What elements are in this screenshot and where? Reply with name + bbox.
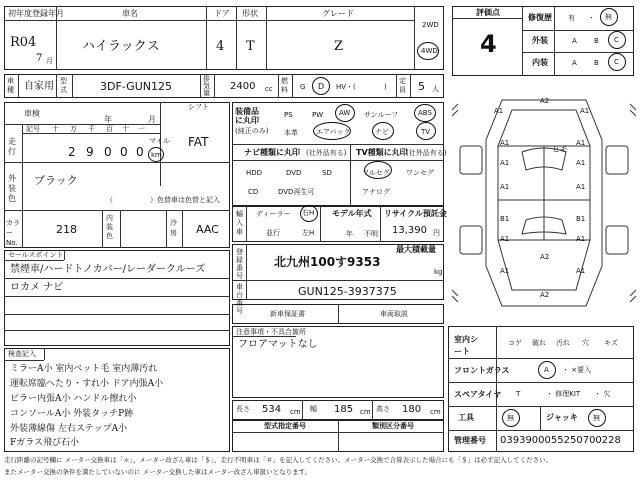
mileage-km: km <box>151 151 162 159</box>
diag-label-4: A1 <box>576 139 586 147</box>
interior-b: B <box>594 59 599 67</box>
exterior-grade: C <box>614 36 619 44</box>
mileage-digit-1: 9 <box>86 145 94 159</box>
footer-note-1: 走行距離の記号欄に メーター交換車は「＊」、メーター改ざん車は「＄」、走行不明車は「＃」を記入してください。メーター交換で合算表示した場合にも「＄」は必ず記入してください。 <box>4 456 553 464</box>
import-right: 右H <box>302 209 315 217</box>
width-label: 幅 <box>310 405 317 413</box>
drive-4wd: 4WD <box>421 47 438 55</box>
attention-text: フロアマットなし <box>238 339 318 350</box>
usage-label: 車種 <box>7 77 14 94</box>
mileage-header-2: 万 <box>70 125 77 133</box>
capacity-unit: 人 <box>432 85 439 93</box>
import-left: 左H <box>302 229 315 237</box>
type-designation-label: 型式指定番号 <box>264 422 306 430</box>
mileage-header-0: 記号 <box>26 125 40 133</box>
usage-value: 自家用 <box>24 81 54 92</box>
exterior-b: B <box>594 37 599 45</box>
spec-row <box>4 74 444 98</box>
diag-label-7: A1 <box>500 183 510 191</box>
color-code: 218 <box>56 223 77 236</box>
seat-label: 室内シート <box>454 335 478 356</box>
inspector-label: 検査記入 <box>8 350 36 358</box>
inspection-label: 車検 <box>24 109 40 118</box>
doors-value: 4 <box>216 39 225 54</box>
inspector-line-3: ピラー内張A小 ハンドル擦れ小 <box>10 394 137 404</box>
mileage-header-5: 十 <box>122 125 129 133</box>
fuel-g: G <box>300 83 306 91</box>
equip-ps: PS <box>284 111 293 119</box>
diag-label-16: A1 <box>576 235 586 243</box>
inspector-line-2: 運転席臨へたり・すれ小 ドア内張A小 <box>10 379 164 389</box>
width-unit: cm <box>360 408 371 416</box>
mileage-header-1: 十 <box>52 125 59 133</box>
diag-label-23: A1 <box>500 267 510 275</box>
inspection-year: 年 <box>104 115 112 124</box>
navi-cd: CD <box>248 188 259 196</box>
registration-label: 登録番号 <box>236 248 243 280</box>
seat-burn: コゲ <box>508 339 522 347</box>
first-reg-era: R04 <box>10 35 37 50</box>
registration-value: 北九州100す9353 <box>274 255 381 269</box>
jack-label: ジャッキ <box>546 413 578 422</box>
equip-tv: TV <box>421 128 431 136</box>
diag-label-29: A2 <box>540 291 550 299</box>
mileage-digit-2: 0 <box>104 145 112 159</box>
color-label: 外装色 <box>8 174 16 203</box>
mileage-mile: マイル <box>149 137 170 145</box>
interior-color-label: 内装色 <box>106 214 113 240</box>
recycle-label: リサイクル預託金 <box>384 209 447 218</box>
navi-label: ナビ種類に丸印 <box>244 148 300 157</box>
doors-label: ドア <box>214 9 230 18</box>
height-value: 180 <box>402 404 422 415</box>
mileage-digit-4: 0 <box>136 145 144 159</box>
import-label: 輸入車 <box>236 210 243 236</box>
tv-sub: (社外品有る) <box>406 149 447 157</box>
navi-sub: (社外品有る) <box>306 149 347 157</box>
diag-label-2: A1 <box>580 107 590 115</box>
tv-analog: アナログ <box>362 188 390 196</box>
exterior-label: 外装 <box>532 36 548 45</box>
import-dealer: ディーラー <box>256 210 291 218</box>
equip-airbag: エアバック <box>316 128 351 136</box>
displacement-label: 排気量 <box>203 75 210 97</box>
capacity-label: 定員 <box>399 77 406 94</box>
diag-label-1: A1 <box>494 107 504 115</box>
score-label: 評価点 <box>476 8 500 17</box>
mileage-label: 走行 <box>8 137 16 156</box>
mileage-digit-0: 2 <box>68 145 76 159</box>
shape-label: 形状 <box>242 9 258 18</box>
spare-tire-t: T <box>516 390 521 398</box>
diag-label-24: A1 <box>576 267 586 275</box>
windshield-rest: ・ ×要入 <box>562 366 592 374</box>
interior-a: A <box>572 59 577 67</box>
score-value: 4 <box>480 30 497 58</box>
length-unit: cm <box>290 408 301 416</box>
length-label: 長さ <box>236 405 250 413</box>
repair-label: 修復歴 <box>528 13 552 22</box>
inspector-line-1: ミラーA小 室内ベット毛 室内薄汚れ <box>10 364 158 374</box>
diag-label-13: B1 <box>500 215 510 223</box>
interior-grade: C <box>614 58 619 66</box>
spare-tire-kit: ・ 修理KIT <box>546 390 581 398</box>
diag-label-5: A1 <box>500 159 510 167</box>
model-label: 型式 <box>60 77 67 94</box>
ac-value: AAC <box>196 223 219 236</box>
fuel-close: ) <box>384 83 387 91</box>
import-parallel: 並行 <box>266 229 280 237</box>
model-value: 3DF-GUN125 <box>100 80 172 93</box>
month-unit: 月 <box>46 57 53 65</box>
windshield-label: フロントガラス <box>454 366 510 375</box>
mileage-header-6: 一 <box>138 125 145 133</box>
seat-scratch: キズ <box>604 339 618 347</box>
mileage-header-3: 千 <box>88 125 95 133</box>
navi-dvd-play: DVD再生可 <box>278 188 315 196</box>
diag-label-6: A1 <box>576 159 586 167</box>
mileage-digit-3: 0 <box>120 145 128 159</box>
management-value: 0393900055250700228 <box>500 435 621 446</box>
tools-label: 工具 <box>458 413 474 422</box>
exterior-a: A <box>572 37 577 45</box>
seat-hole: 穴 <box>582 339 589 347</box>
first-reg-label: 初年度登録年月 <box>8 9 64 18</box>
chassis-label: 車台番号 <box>236 283 243 315</box>
drive-2wd: 2WD <box>422 21 439 29</box>
seat-dirt: 汚れ <box>556 339 570 347</box>
shift-value: FAT <box>188 135 209 149</box>
footer-note-2: またメーター交換の条件を満たしていないのに メーター交換した車はメーター改ざん車扱いとなります。 <box>4 468 312 476</box>
equip-aw: AW <box>339 109 351 117</box>
spare-tire-missing: ・ 欠 <box>594 390 611 398</box>
sales-point-line-1: 禁煙車/ハードトノカバー/レーダークルーズ <box>10 264 206 275</box>
equip-abs: ABS <box>418 109 432 117</box>
diag-label-3: A1 <box>500 139 510 147</box>
attention-label: 注意事項・不具合箇所 <box>236 328 306 336</box>
mileage-header-4: 百 <box>106 125 113 133</box>
tv-fullseg: フルセグ <box>362 169 390 177</box>
grade-value: Z <box>334 39 344 54</box>
repair-yes: 有 <box>568 14 575 22</box>
max-load-kg: kg <box>434 268 443 276</box>
shift-label: シフト <box>188 103 209 111</box>
diag-label-0: A2 <box>540 97 550 105</box>
class-number-label: 類別区分番号 <box>372 422 414 430</box>
shape-value: T <box>246 39 255 54</box>
sales-points-label: セールスポイント <box>8 251 64 259</box>
length-value: 534 <box>262 404 282 415</box>
jack-value: 無 <box>593 414 600 422</box>
recycle-value: 13,390 <box>392 225 427 236</box>
model-year-label: モデル年式 <box>332 209 372 218</box>
max-load-label: 最大積載量 <box>396 245 436 254</box>
inspector-line-5: 外装薄線傷 左右ステップA小 <box>10 424 128 434</box>
tv-oneseg: ワンセグ <box>406 169 434 177</box>
chassis-value: GUN125-3937375 <box>298 285 397 298</box>
equipment-sub: (純正のみ) <box>235 127 269 135</box>
diag-label-14: B1 <box>576 215 586 223</box>
car-name-label: 車名 <box>122 9 138 18</box>
equip-navi: ナビ <box>375 128 389 136</box>
color-code-label: カラーNo. <box>6 219 20 247</box>
windshield-mark: ヒモ <box>552 145 568 154</box>
car-manual: 車両取説 <box>380 310 408 318</box>
seat-tear: 破れ <box>532 339 546 347</box>
inspector-line-6: Fガラス飛び石小 <box>10 438 79 448</box>
inspector-line-4: コンソールA小 外装タッチP跡 <box>10 409 134 419</box>
equip-pw: PW <box>312 111 324 119</box>
capacity-value: 5 <box>418 80 425 93</box>
fuel-d: D <box>318 82 325 91</box>
color-paren-open: （ <box>106 196 113 204</box>
sales-point-line-2: ロカメ ナビ <box>10 282 64 293</box>
spare-tire-label: スペアタイヤ <box>454 390 502 399</box>
height-label: 高さ <box>376 405 390 413</box>
equip-sunroof: サンルーフ <box>364 111 399 119</box>
management-label: 管理番号 <box>454 436 486 445</box>
grade-label: グレード <box>322 9 354 18</box>
cc-unit: cc <box>265 85 273 93</box>
color-note: ）色替車は色替と記入 <box>150 196 220 204</box>
diag-label-8: A1 <box>576 183 586 191</box>
width-value: 185 <box>334 404 354 415</box>
new-car-warranty: 新車保証書 <box>270 310 305 318</box>
equip-leather: 本革 <box>284 129 298 137</box>
repair-dot: ・ <box>588 14 595 22</box>
interior-label: 内装 <box>532 58 548 67</box>
ac-label: 冷房 <box>170 219 177 237</box>
fuel-hv: HV・( <box>336 83 356 91</box>
inspection-month: 月 <box>148 115 156 124</box>
diag-label-15: A1 <box>500 235 510 243</box>
tools-value: 無 <box>507 414 514 422</box>
tv-label: TV種類に丸印 <box>356 148 408 157</box>
windshield-selected: A <box>544 366 549 374</box>
model-year-unit: 年 <box>346 230 353 238</box>
displacement-value: 2400 <box>230 81 256 92</box>
model-year-unknown: 不明 <box>364 230 378 238</box>
diag-label-21: A2 <box>540 253 550 261</box>
first-reg-month: 7 <box>36 53 43 64</box>
repair-no: 無 <box>605 13 612 21</box>
fuel-label: 燃料 <box>281 77 288 94</box>
height-unit: cm <box>430 408 441 416</box>
color-value: ブラック <box>34 174 78 187</box>
car-name: ハイラックス <box>82 39 160 54</box>
navi-dvd: DVD <box>286 169 302 177</box>
navi-sd: SD <box>322 169 332 177</box>
equipment-label: 装備品に丸印 <box>235 107 259 125</box>
recycle-unit: 円 <box>433 229 440 237</box>
car-damage-diagram <box>452 80 636 324</box>
navi-hdd: HDD <box>246 169 263 177</box>
